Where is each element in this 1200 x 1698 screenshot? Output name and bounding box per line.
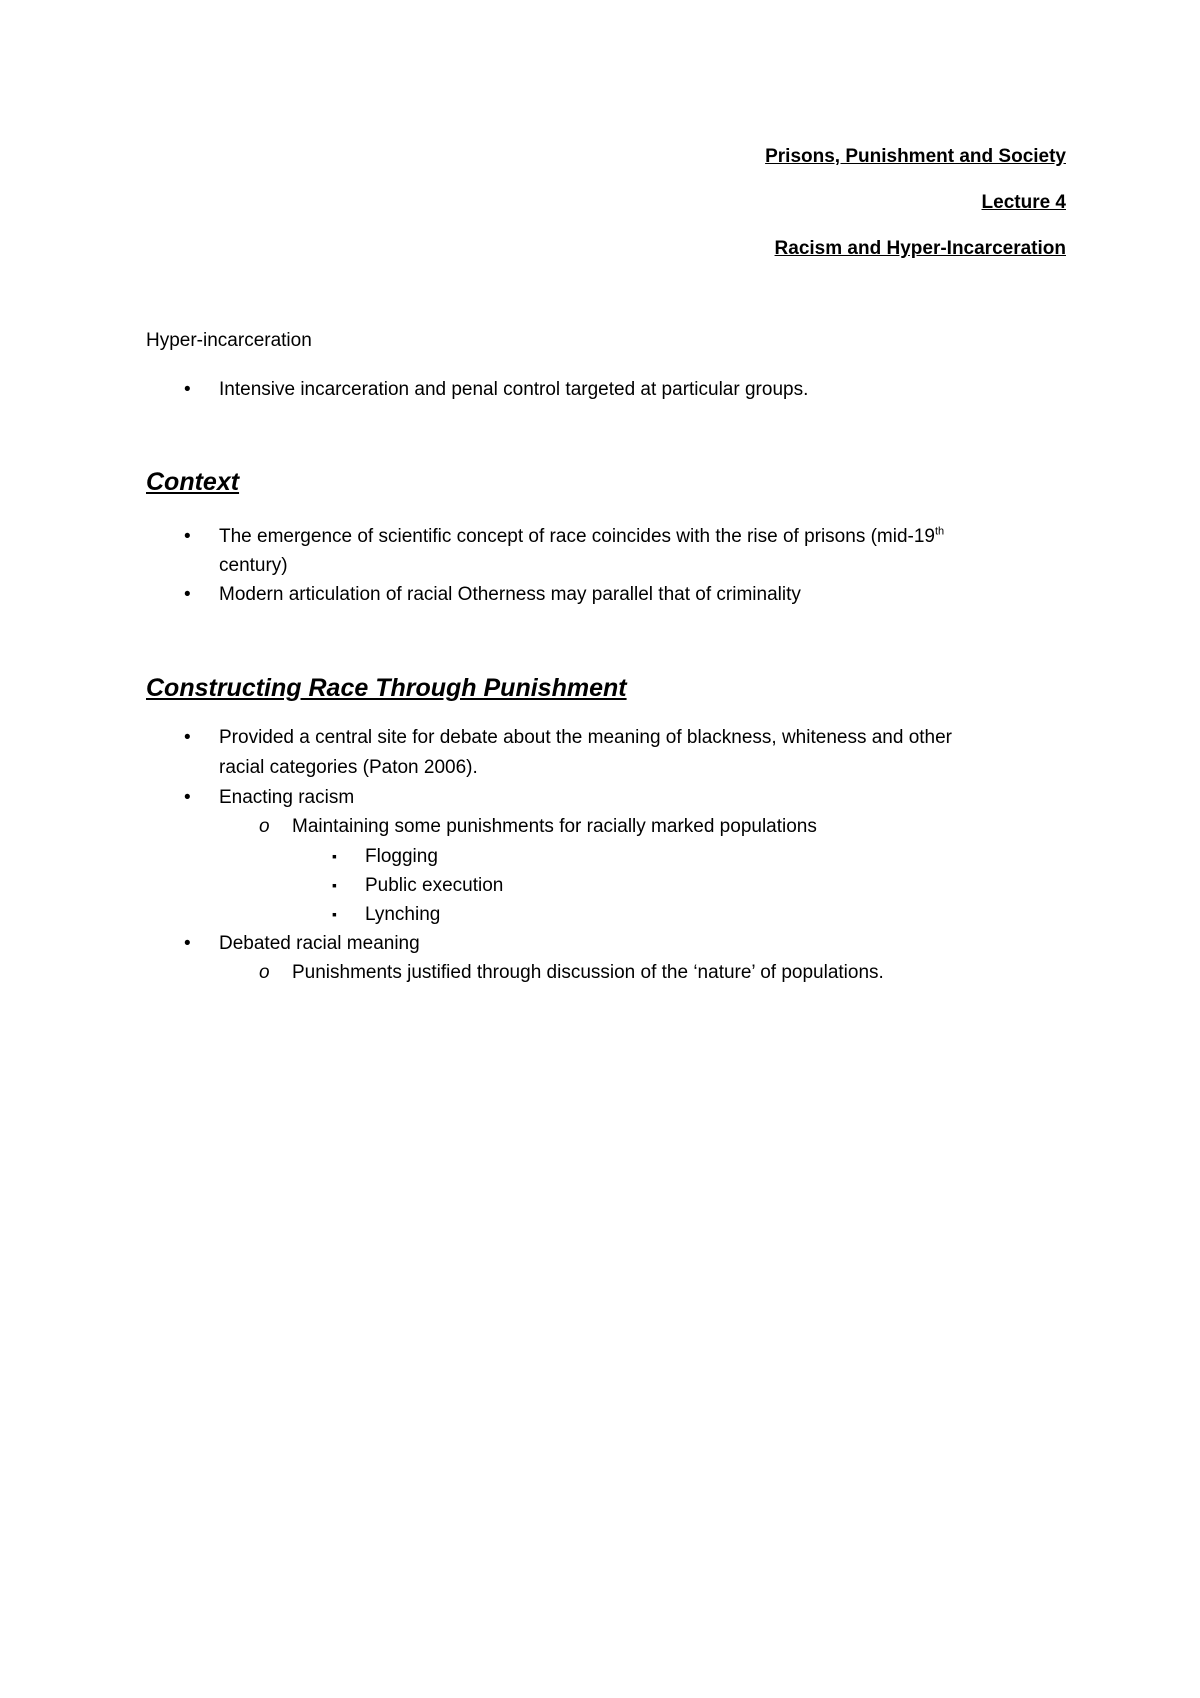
constructing-subsub-3: Lynching (365, 904, 441, 925)
context-bullet-2: Modern articulation of racial Otherness may parallel that of criminality (219, 584, 801, 605)
constructing-subsub-2: Public execution (365, 875, 504, 896)
constructing-heading: Constructing Race Through Punishment (146, 674, 627, 702)
lecture-topic: Racism and Hyper-Incarceration (774, 238, 1066, 259)
bullet-icon: • (184, 379, 191, 400)
sub-sub-bullet-icon: ▪ (332, 906, 337, 922)
context-bullet-1 (219, 522, 944, 551)
constructing-sub-2: Punishments justified through discussion of the ‘nature’ of populations. (292, 962, 884, 983)
constructing-sub-1: Maintaining some punishments for racially marked populations (292, 816, 817, 837)
document-header (765, 146, 1066, 284)
intro-bullet: Intensive incarceration and penal control targeted at particular groups. (219, 379, 809, 400)
context-heading: Context (146, 468, 240, 496)
superscript-th: th (935, 525, 945, 538)
sub-sub-bullet-icon: ▪ (332, 848, 337, 864)
sub-sub-bullet-icon: ▪ (332, 877, 337, 893)
context-bullet-1-continued: century) (219, 555, 288, 576)
course-title: Prisons, Punishment and Society (765, 146, 1066, 167)
bullet-icon: • (184, 933, 191, 954)
context-bullet-1-text: The emergence of scientific concept of race coincides with the rise of prisons (mid-19 (219, 526, 935, 547)
bullet-icon: • (184, 526, 191, 547)
constructing-bullet-1-line-1: Provided a central site for debate about the meaning of blackness, whiteness and other (219, 727, 953, 748)
lecture-number: Lecture 4 (981, 192, 1066, 213)
constructing-subsub-1: Flogging (365, 846, 438, 867)
sub-bullet-icon: o (259, 816, 270, 837)
sub-bullet-icon: o (259, 962, 270, 983)
bullet-icon: • (184, 727, 191, 748)
constructing-bullet-3: Debated racial meaning (219, 933, 420, 954)
constructing-bullet-2: Enacting racism (219, 787, 355, 808)
bullet-icon: • (184, 787, 191, 808)
bullet-icon: • (184, 584, 191, 605)
intro-title: Hyper-incarceration (146, 330, 312, 351)
constructing-bullet-1-line-2: racial categories (Paton 2006). (219, 757, 478, 778)
